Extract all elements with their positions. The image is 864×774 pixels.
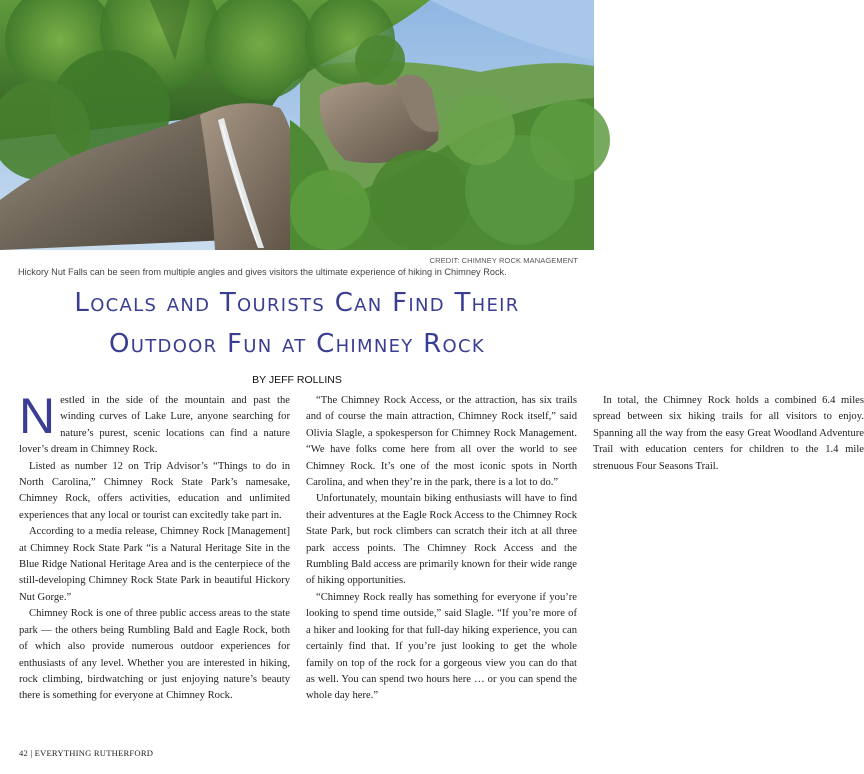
hero-photo [0,0,594,250]
photo-caption: Hickory Nut Falls can be seen from multiple angles and gives visitors the ultimate experience of hiking in Chimney Rock. [18,267,507,277]
paragraph: “Chimney Rock really has something for everyone if you’re looking to spend time outside,” said Slagle. “If you’re more of a hiker and looking for that full-day hiking experience, you can certainly find that. If you’re just looking to get the whole family on top of the rock for a gorgeous view you can do that as well. You can spend two hours here … or you can spend the whole day here.” [306,591,577,702]
paragraph [19,388,290,459]
headline-line-2: Outdoor Fun at Chimney Rock [109,329,485,359]
paragraph: According to a media release, Chimney Rock [Management] at Chimney Rock State Park “is a Natural Heritage Site in the Blue Ridge National Heritage Area and is the centerpiece of the still-developing Chimney Rock State Park in beautiful Hickory Nut Gorge.” [19,526,290,603]
article-body [19,388,864,733]
waterfall-landscape-image [0,0,594,250]
paragraph: Listed as number 12 on Trip Advisor’s “Things to do in North Carolina,” Chimney Rock State Park’s namesake, Chimney Rock, offers activities, education and unlimited experiences that any local or tourist can excitedly take part in. [19,460,290,521]
page-folio: 42 | EVERYTHING RUTHERFORD [19,748,154,758]
article-headline [10,283,584,365]
paragraph: Unfortunately, mountain biking enthusiasts will have to find their adventures at the Eagle Rock Access to the Chimney Rock State Park, but rock climbers can scratch their itch at all three park access points. The Chimney Rock Access and the Rumbling Bald access are primarily known for their wide range of hiking opportunities. [306,493,577,587]
paragraph: Chimney Rock is one of three public access areas to the state park — the others being Rumbling Bald and Eagle Rock, both of which also provide numerous outdoor experiences for enthusiasts of any level. Whether you are interested in hiking, rock climbing, birdwatching or just enjoying nature’s beauty there is something for everyone at Chimney Rock. [19,608,290,702]
byline: BY JEFF ROLLINS [252,374,342,386]
paragraph: In total, the Chimney Rock holds a combined 6.4 miles spread between six hiking trails for all visitors to enjoy. Spanning all the way from the easy Great Woodland Adventure Trail with education centers for children to the 1.4 mile strenuous Four Seasons Trail. [593,395,864,472]
headline-line-1: Locals and Tourists Can Find Their [74,288,520,318]
paragraph: “The Chimney Rock Access, or the attraction, has six trails and of course the main attraction, Chimney Rock itself,” said Olivia Slagle, a spokesperson for Chimney Rock Management. “We have folks come here from all over the world to see Chimney Rock. It’s one of the most iconic spots in North Carolina, and when they’re in the park, there is a lot to do.” [306,395,577,489]
photo-credit: CREDIT: CHIMNEY ROCK MANAGEMENT [429,256,578,265]
paragraph-text: estled in the side of the mountain and past the winding curves of Lake Lure, anyone searching for nature’s purest, scenic locations can find a nature lover’s dream in Chimney Rock. [19,395,290,456]
drop-cap: N [19,388,56,444]
